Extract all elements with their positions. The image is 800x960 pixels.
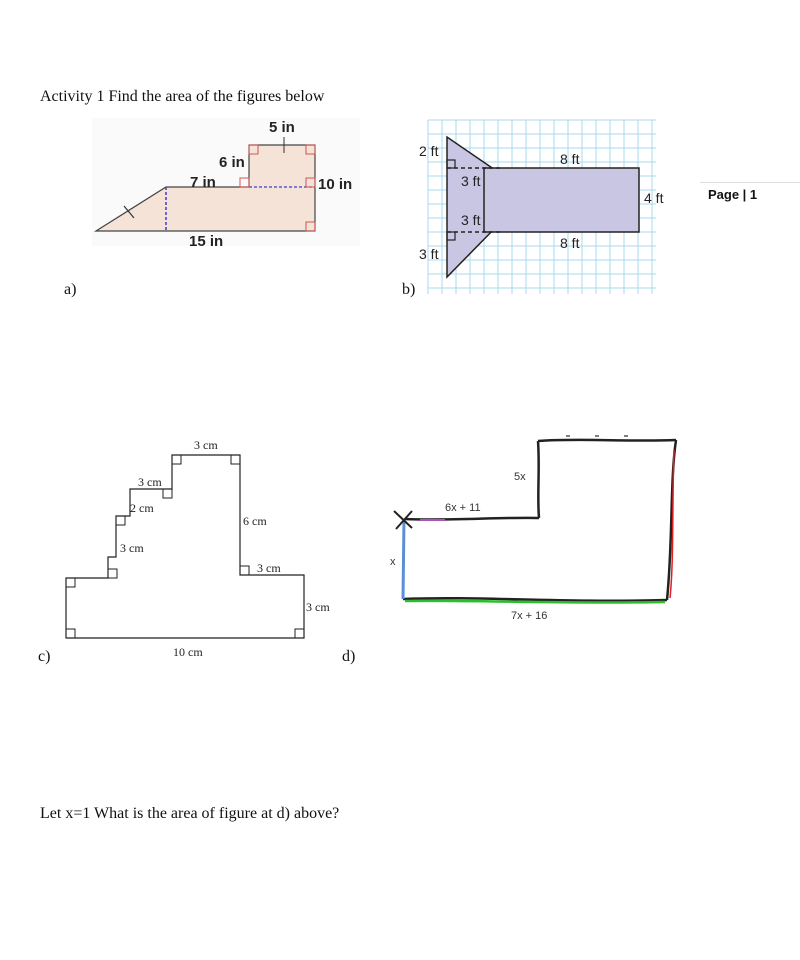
- figure-c-dim-base: 10 cm: [173, 645, 203, 659]
- figure-d-dim-left: x: [390, 556, 396, 568]
- figure-a-label: a): [64, 281, 77, 298]
- figure-d-label: d): [342, 648, 356, 665]
- figure-b-dim-tri-bottom: 3 ft: [419, 246, 439, 262]
- figure-c-dim-right-upper: 6 cm: [243, 514, 267, 528]
- figure-c-label: c): [38, 648, 51, 665]
- figure-c-dim-step3: 3 cm: [120, 541, 144, 555]
- page-number: Page | 1: [708, 187, 758, 202]
- figure-a-dim-right: 10 in: [318, 176, 353, 193]
- figure-d-dim-middle: 6x + 11: [445, 502, 481, 514]
- figure-a-dim-base: 15 in: [189, 233, 224, 250]
- figure-b-dim-rect-top: 8 ft: [560, 151, 580, 167]
- figure-a-dim-step-offset: 7 in: [190, 174, 216, 191]
- figure-b-dim-notch-bottom: 3 ft: [461, 212, 481, 228]
- activity-title: Activity 1 Find the area of the figures below: [40, 88, 325, 105]
- figure-b-dim-rect-right: 4 ft: [644, 190, 664, 206]
- figure-a-dim-top: 5 in: [269, 119, 295, 136]
- figure-d-top-edge: [538, 440, 676, 441]
- figure-c-dim-top: 3 cm: [194, 438, 218, 452]
- question-text: Let x=1 What is the area of figure at d) above?: [40, 805, 340, 822]
- figure-c-dim-right-step: 3 cm: [257, 561, 281, 575]
- figure-c-dim-step1: 3 cm: [138, 475, 162, 489]
- figure-d-left-edge: [403, 519, 404, 599]
- figure-b-dim-notch-top: 3 ft: [461, 173, 481, 189]
- figure-b-label: b): [402, 281, 416, 298]
- figure-c-dim-step2: 2 cm: [130, 501, 154, 515]
- figure-a-dim-step-height: 6 in: [219, 154, 245, 171]
- figure-b-dim-tri-top: 2 ft: [419, 143, 439, 159]
- figure-d-dim-upper-left: 5x: [514, 471, 526, 483]
- figure-b-dim-rect-bottom: 8 ft: [560, 235, 580, 251]
- figure-d-dim-base: 7x + 16: [511, 610, 548, 622]
- figure-d-inner-vertical: [538, 441, 539, 518]
- figure-c-dim-right-lower: 3 cm: [306, 600, 330, 614]
